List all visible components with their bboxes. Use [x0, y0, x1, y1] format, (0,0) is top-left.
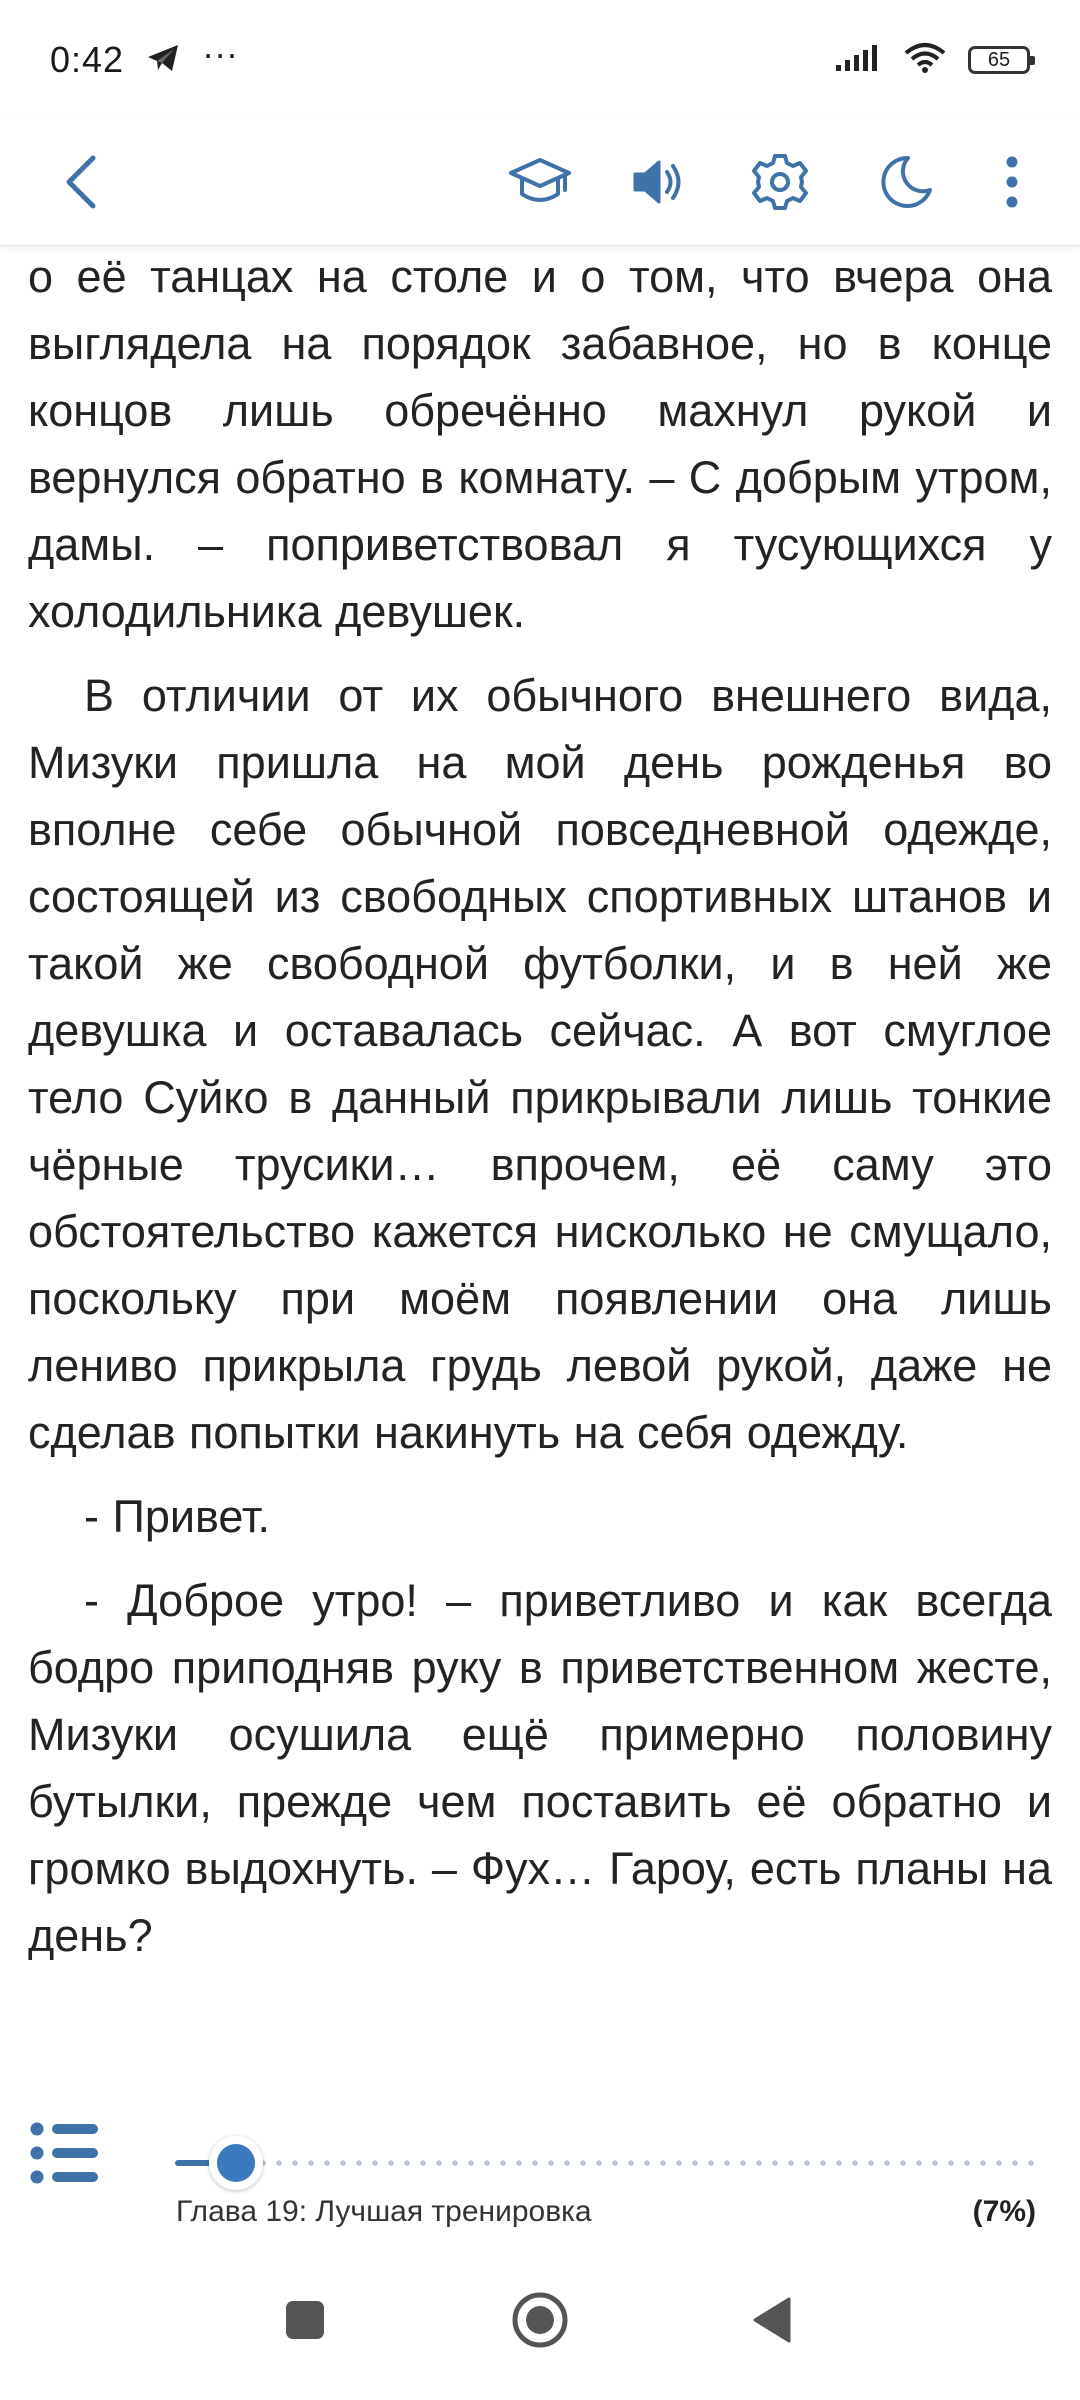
- progress-slider[interactable]: [175, 2160, 1040, 2166]
- system-navigation-bar: [0, 2245, 1080, 2400]
- recent-apps-icon: [283, 2298, 327, 2342]
- study-mode-button[interactable]: [500, 142, 580, 222]
- back-button[interactable]: [42, 142, 122, 222]
- progress-percent: (7%): [972, 2195, 1036, 2228]
- status-more-indicator: ···: [202, 33, 239, 74]
- status-bar: [0, 0, 1080, 120]
- battery-level: 65: [987, 48, 1011, 71]
- graduation-cap-icon: [507, 154, 573, 210]
- reader-toolbar: [0, 120, 1080, 246]
- table-of-contents-button[interactable]: [28, 2115, 104, 2191]
- list-icon: [28, 2115, 104, 2191]
- progress-slider-thumb[interactable]: [209, 2136, 263, 2190]
- paragraph: - Доброе утро! – приветливо и как всегда бодро приподняв руку в приветственном жесте, Мизуки осушила ещё примерно половину бутылки, прежде чем поставить её обратно и громко выдохнуть. – Фух… Гароу, есть планы на день?: [28, 1575, 1052, 1961]
- paragraph: о её танцах на столе и о том, что вчера она выглядела на порядок забавное, но в конце концов лишь обречённо махнул рукой и вернулся обратно в комнату. – С добрым утром, дамы. – поприветствовал я тусующихся у холодильника девушек.: [28, 251, 1052, 637]
- reading-progress-bar: [0, 2095, 1080, 2245]
- gear-icon: [750, 152, 810, 212]
- paragraph: - Привет.: [84, 1491, 271, 1542]
- reader-text[interactable]: [28, 243, 1052, 2093]
- back-triangle-icon: [749, 2295, 795, 2345]
- recent-apps-button[interactable]: [260, 2275, 350, 2365]
- telegram-icon: [146, 43, 180, 78]
- back-icon: [57, 152, 107, 212]
- more-vertical-icon: [1002, 154, 1022, 210]
- system-back-button[interactable]: [727, 2275, 817, 2365]
- home-icon: [510, 2290, 570, 2350]
- status-left: [50, 33, 239, 81]
- paragraph: В отличии от их обычного внешнего вида, Мизуки пришла на мой день рожденья во вполне себе обычной повседневной одежде, состоящей из свободных спортивных штанов и такой же свободной футболки, и в ней же девушка и оставалась сейчас. А вот смуглое тело Суйко в данный прикрывали лишь тонкие чёрные трусики… впрочем, её саму это обстоятельство кажется нисколько не смущало, поскольку при моём появлении она лишь лениво прикрыла грудь левой рукой, даже не сделав попытки накинуть на себя одежду.: [28, 670, 1052, 1458]
- chapter-title[interactable]: Глава 19: Лучшая тренировка: [176, 2195, 592, 2228]
- read-aloud-button[interactable]: [620, 142, 700, 222]
- wifi-icon: [904, 42, 946, 79]
- moon-icon: [878, 154, 934, 210]
- speaker-icon: [629, 154, 691, 210]
- status-right: [834, 42, 1030, 79]
- settings-button[interactable]: [740, 142, 820, 222]
- home-button[interactable]: [495, 2275, 585, 2365]
- more-options-button[interactable]: [972, 142, 1052, 222]
- status-time: 0:42: [50, 39, 125, 80]
- signal-icon: [834, 43, 882, 78]
- night-mode-button[interactable]: [866, 142, 946, 222]
- battery-indicator: [968, 46, 1030, 74]
